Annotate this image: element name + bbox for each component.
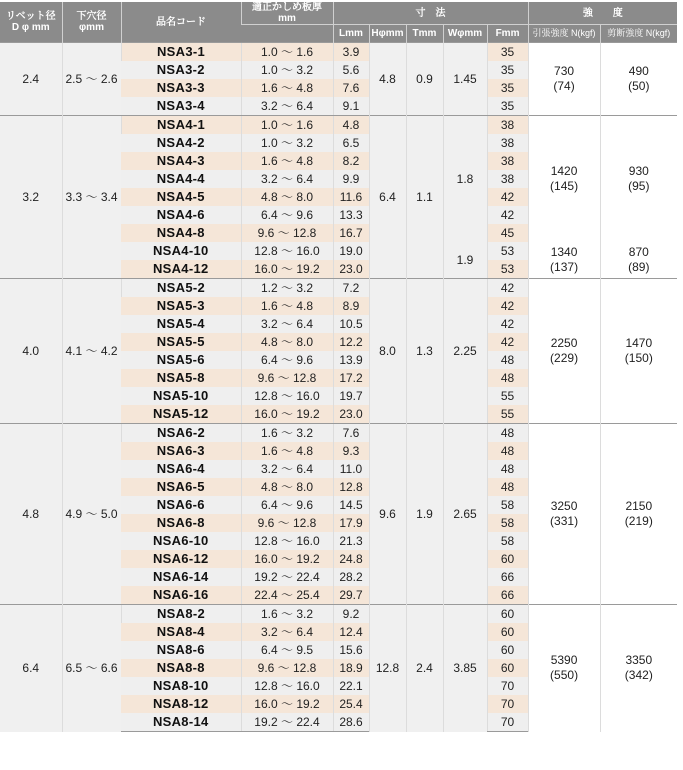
rivet-spec-table <box>0 2 677 732</box>
length-f-cell: 53 <box>487 242 528 260</box>
grip-range-cell: 1.6 ～ 4.8 <box>241 442 333 460</box>
shear-strength-kgf: (150) <box>624 351 653 365</box>
shear-strength-n: 870 <box>628 245 649 259</box>
product-code-cell: NSA6-10 <box>121 532 241 550</box>
length-l-cell: 23.0 <box>333 405 369 424</box>
length-l-cell: 11.6 <box>333 188 369 206</box>
grip-range-cell: 16.0 ～ 19.2 <box>241 405 333 424</box>
shear-strength-cell <box>600 116 677 243</box>
grip-range-cell: 1.6 ～ 3.2 <box>241 424 333 443</box>
product-code-cell: NSA8-8 <box>121 659 241 677</box>
product-code-cell: NSA5-3 <box>121 297 241 315</box>
table-body <box>0 43 677 732</box>
product-code-cell: NSA6-6 <box>121 496 241 514</box>
shear-strength-kgf: (219) <box>624 514 653 528</box>
head-dia-h-cell: 4.8 <box>369 43 406 116</box>
product-code-cell: NSA8-12 <box>121 695 241 713</box>
header-head-dia-h: Hφmm <box>369 25 406 43</box>
length-f-cell: 60 <box>487 641 528 659</box>
grip-range-cell: 3.2 ～ 6.4 <box>241 623 333 641</box>
length-l-cell: 5.6 <box>333 61 369 79</box>
product-code-cell: NSA5-10 <box>121 387 241 405</box>
shear-strength-cell <box>600 424 677 605</box>
length-f-cell: 48 <box>487 351 528 369</box>
length-f-cell: 42 <box>487 206 528 224</box>
grip-range-cell: 6.4 ～ 9.6 <box>241 496 333 514</box>
table-row <box>0 116 677 135</box>
table-row <box>0 43 677 62</box>
shear-strength-cell <box>600 279 677 424</box>
thickness-t-cell: 0.9 <box>406 43 443 116</box>
grip-range-cell: 9.6 ～ 12.8 <box>241 224 333 242</box>
tensile-strength-cell <box>528 279 600 424</box>
shear-strength-cell <box>600 605 677 732</box>
header-grip-line1: 適正かしめ板厚 <box>252 2 322 13</box>
product-code-cell: NSA6-8 <box>121 514 241 532</box>
tensile-strength-n: 1420 <box>550 164 578 178</box>
rivet-diameter-cell: 6.4 <box>0 605 62 732</box>
head-dia-h-cell: 9.6 <box>369 424 406 605</box>
product-code-cell: NSA5-6 <box>121 351 241 369</box>
length-f-cell: 70 <box>487 713 528 732</box>
length-f-cell: 70 <box>487 677 528 695</box>
length-l-cell: 7.6 <box>333 424 369 443</box>
head-dia-h-cell: 8.0 <box>369 279 406 424</box>
length-f-cell: 60 <box>487 659 528 677</box>
thickness-t-cell: 1.9 <box>406 424 443 605</box>
length-f-cell: 42 <box>487 315 528 333</box>
header-rivet-diameter <box>0 2 62 43</box>
rivet-diameter-cell: 2.4 <box>0 43 62 116</box>
length-l-cell: 4.8 <box>333 116 369 135</box>
header-hole-diameter-line1: 下穴径 <box>76 11 107 22</box>
header-mandrel-dia-w: Wφmm <box>443 25 487 43</box>
length-f-cell: 58 <box>487 496 528 514</box>
header-hole-diameter <box>62 2 121 43</box>
length-f-cell: 55 <box>487 387 528 405</box>
header-dimensions-group: 寸 法 <box>333 2 528 25</box>
grip-range-cell: 1.6 ～ 4.8 <box>241 79 333 97</box>
product-code-cell: NSA6-2 <box>121 424 241 443</box>
product-code-cell: NSA8-14 <box>121 713 241 732</box>
product-code-cell: NSA4-6 <box>121 206 241 224</box>
product-code-cell: NSA5-8 <box>121 369 241 387</box>
product-code-cell: NSA4-5 <box>121 188 241 206</box>
length-l-cell: 17.2 <box>333 369 369 387</box>
rivet-diameter-cell: 4.8 <box>0 424 62 605</box>
header-thickness-t: Tmm <box>406 25 443 43</box>
header-length-f: Fmm <box>487 25 528 43</box>
header-strength-group: 強 度 <box>528 2 677 25</box>
grip-range-cell: 3.2 ～ 6.4 <box>241 460 333 478</box>
length-l-cell: 24.8 <box>333 550 369 568</box>
shear-strength-cell <box>600 43 677 116</box>
length-f-cell: 48 <box>487 460 528 478</box>
length-f-cell: 42 <box>487 333 528 351</box>
tensile-strength-kgf: (550) <box>550 668 579 683</box>
shear-strength-n: 490 <box>628 64 649 78</box>
header-rivet-diameter-line2: D φ mm <box>11 22 50 33</box>
length-l-cell: 16.7 <box>333 224 369 242</box>
thickness-t-cell: 1.3 <box>406 279 443 424</box>
grip-range-cell: 9.6 ～ 12.8 <box>241 659 333 677</box>
grip-range-cell: 1.6 ～ 3.2 <box>241 605 333 624</box>
grip-range-cell: 6.4 ～ 9.5 <box>241 641 333 659</box>
head-dia-h-cell: 12.8 <box>369 605 406 732</box>
header-grip-blank <box>241 25 333 43</box>
product-code-cell: NSA3-3 <box>121 79 241 97</box>
grip-range-cell: 4.8 ～ 8.0 <box>241 188 333 206</box>
product-code-cell: NSA6-3 <box>121 442 241 460</box>
product-code-cell: NSA3-2 <box>121 61 241 79</box>
length-f-cell: 35 <box>487 79 528 97</box>
grip-range-cell: 1.6 ～ 4.8 <box>241 152 333 170</box>
product-code-cell: NSA5-2 <box>121 279 241 298</box>
product-code-cell: NSA4-3 <box>121 152 241 170</box>
length-f-cell: 58 <box>487 532 528 550</box>
grip-range-cell: 1.2 ～ 3.2 <box>241 279 333 298</box>
product-code-cell: NSA3-4 <box>121 97 241 116</box>
tensile-strength-cell <box>528 116 600 243</box>
length-l-cell: 9.2 <box>333 605 369 624</box>
product-code-cell: NSA6-5 <box>121 478 241 496</box>
shear-strength-cell <box>600 242 677 279</box>
product-code-cell: NSA5-5 <box>121 333 241 351</box>
length-f-cell: 60 <box>487 605 528 624</box>
grip-range-cell: 1.6 ～ 4.8 <box>241 297 333 315</box>
shear-strength-n: 1470 <box>625 336 653 350</box>
hole-diameter-cell: 6.5 ～ 6.6 <box>62 605 121 732</box>
thickness-t-cell: 2.4 <box>406 605 443 732</box>
grip-range-cell: 3.2 ～ 6.4 <box>241 170 333 188</box>
grip-range-cell: 9.6 ～ 12.8 <box>241 514 333 532</box>
length-f-cell: 45 <box>487 224 528 242</box>
length-l-cell: 12.8 <box>333 478 369 496</box>
tensile-strength-kgf: (331) <box>550 514 579 528</box>
header-shear-strength: 剪断強度 N(kgf) <box>600 25 677 43</box>
length-l-cell: 23.0 <box>333 260 369 279</box>
product-code-cell: NSA8-2 <box>121 605 241 624</box>
tensile-strength-n: 3250 <box>550 499 578 513</box>
mandrel-dia-w-cell: 1.8 <box>443 116 487 243</box>
header-hole-diameter-line2: φmm <box>79 22 104 33</box>
product-code-cell: NSA4-10 <box>121 242 241 260</box>
tensile-strength-n: 2250 <box>550 336 578 350</box>
grip-range-cell: 16.0 ～ 19.2 <box>241 260 333 279</box>
grip-range-cell: 6.4 ～ 9.6 <box>241 206 333 224</box>
length-l-cell: 14.5 <box>333 496 369 514</box>
length-f-cell: 70 <box>487 695 528 713</box>
grip-range-cell: 12.8 ～ 16.0 <box>241 387 333 405</box>
length-l-cell: 21.3 <box>333 532 369 550</box>
grip-range-cell: 12.8 ～ 16.0 <box>241 242 333 260</box>
length-l-cell: 12.4 <box>333 623 369 641</box>
mandrel-dia-w-cell: 1.9 <box>443 242 487 279</box>
rivet-diameter-cell: 3.2 <box>0 116 62 279</box>
length-f-cell: 48 <box>487 369 528 387</box>
product-code-cell: NSA3-1 <box>121 43 241 62</box>
tensile-strength-cell <box>528 242 600 279</box>
length-f-cell: 55 <box>487 405 528 424</box>
length-f-cell: 66 <box>487 586 528 605</box>
length-l-cell: 19.7 <box>333 387 369 405</box>
length-l-cell: 8.2 <box>333 152 369 170</box>
length-f-cell: 48 <box>487 478 528 496</box>
product-code-cell: NSA5-4 <box>121 315 241 333</box>
shear-strength-n: 2150 <box>625 499 653 513</box>
product-code-cell: NSA6-4 <box>121 460 241 478</box>
product-code-cell: NSA4-8 <box>121 224 241 242</box>
length-l-cell: 19.0 <box>333 242 369 260</box>
length-f-cell: 38 <box>487 116 528 135</box>
product-code-cell: NSA4-1 <box>121 116 241 135</box>
length-f-cell: 38 <box>487 152 528 170</box>
table-row <box>0 279 677 298</box>
length-f-cell: 35 <box>487 43 528 62</box>
product-code-cell: NSA8-6 <box>121 641 241 659</box>
length-f-cell: 48 <box>487 442 528 460</box>
grip-range-cell: 1.0 ～ 1.6 <box>241 116 333 135</box>
length-l-cell: 13.3 <box>333 206 369 224</box>
grip-range-cell: 16.0 ～ 19.2 <box>241 550 333 568</box>
length-l-cell: 13.9 <box>333 351 369 369</box>
length-l-cell: 28.6 <box>333 713 369 732</box>
product-code-cell: NSA4-12 <box>121 260 241 279</box>
header-rivet-diameter-line1: リベット径 <box>5 11 56 22</box>
tensile-strength-n: 5390 <box>550 653 578 668</box>
length-f-cell: 60 <box>487 550 528 568</box>
length-l-cell: 12.2 <box>333 333 369 351</box>
length-l-cell: 11.0 <box>333 460 369 478</box>
length-f-cell: 53 <box>487 260 528 279</box>
shear-strength-kgf: (50) <box>628 79 650 93</box>
tensile-strength-kgf: (229) <box>550 351 579 365</box>
mandrel-dia-w-cell: 2.25 <box>443 279 487 424</box>
length-l-cell: 9.3 <box>333 442 369 460</box>
grip-range-cell: 1.0 ～ 3.2 <box>241 61 333 79</box>
length-l-cell: 6.5 <box>333 134 369 152</box>
grip-range-cell: 22.4 ～ 25.4 <box>241 586 333 605</box>
mandrel-dia-w-cell: 2.65 <box>443 424 487 605</box>
length-f-cell: 35 <box>487 61 528 79</box>
grip-range-cell: 4.8 ～ 8.0 <box>241 478 333 496</box>
product-code-cell: NSA8-4 <box>121 623 241 641</box>
product-code-cell: NSA6-12 <box>121 550 241 568</box>
product-code-cell: NSA6-16 <box>121 586 241 605</box>
head-dia-h-cell: 6.4 <box>369 116 406 279</box>
grip-range-cell: 3.2 ～ 6.4 <box>241 315 333 333</box>
thickness-t-cell: 1.1 <box>406 116 443 279</box>
hole-diameter-cell: 4.9 ～ 5.0 <box>62 424 121 605</box>
header-grip-range <box>241 2 333 25</box>
rivet-diameter-cell: 4.0 <box>0 279 62 424</box>
grip-range-cell: 12.8 ～ 16.0 <box>241 532 333 550</box>
product-code-cell: NSA4-4 <box>121 170 241 188</box>
length-l-cell: 18.9 <box>333 659 369 677</box>
header-length-l: Lmm <box>333 25 369 43</box>
shear-strength-n: 3350 <box>625 653 653 668</box>
length-f-cell: 42 <box>487 279 528 298</box>
length-l-cell: 29.7 <box>333 586 369 605</box>
table-row <box>0 424 677 443</box>
length-f-cell: 66 <box>487 568 528 586</box>
length-l-cell: 28.2 <box>333 568 369 586</box>
length-l-cell: 8.9 <box>333 297 369 315</box>
product-code-cell: NSA6-14 <box>121 568 241 586</box>
header-grip-line2: mm <box>278 13 296 24</box>
length-l-cell: 7.2 <box>333 279 369 298</box>
shear-strength-n: 930 <box>628 164 649 178</box>
shear-strength-kgf: (95) <box>628 179 650 193</box>
tensile-strength-cell <box>528 424 600 605</box>
length-f-cell: 35 <box>487 97 528 116</box>
tensile-strength-kgf: (74) <box>553 79 575 93</box>
product-code-cell: NSA5-12 <box>121 405 241 424</box>
length-l-cell: 10.5 <box>333 315 369 333</box>
grip-range-cell: 6.4 ～ 9.6 <box>241 351 333 369</box>
length-f-cell: 58 <box>487 514 528 532</box>
length-l-cell: 7.6 <box>333 79 369 97</box>
tensile-strength-n: 1340 <box>550 245 578 259</box>
length-l-cell: 3.9 <box>333 43 369 62</box>
length-f-cell: 42 <box>487 297 528 315</box>
length-l-cell: 9.9 <box>333 170 369 188</box>
length-l-cell: 15.6 <box>333 641 369 659</box>
shear-strength-kgf: (342) <box>624 668 653 683</box>
grip-range-cell: 1.0 ～ 1.6 <box>241 43 333 62</box>
product-code-cell: NSA8-10 <box>121 677 241 695</box>
length-f-cell: 38 <box>487 170 528 188</box>
grip-range-cell: 9.6 ～ 12.8 <box>241 369 333 387</box>
length-l-cell: 17.9 <box>333 514 369 532</box>
hole-diameter-cell: 4.1 ～ 4.2 <box>62 279 121 424</box>
header-product-code: 品名コード <box>121 2 241 43</box>
grip-range-cell: 16.0 ～ 19.2 <box>241 695 333 713</box>
grip-range-cell: 4.8 ～ 8.0 <box>241 333 333 351</box>
tensile-strength-cell <box>528 43 600 116</box>
grip-range-cell: 3.2 ～ 6.4 <box>241 97 333 116</box>
grip-range-cell: 19.2 ～ 22.4 <box>241 568 333 586</box>
shear-strength-kgf: (89) <box>628 260 650 274</box>
length-l-cell: 25.4 <box>333 695 369 713</box>
hole-diameter-cell: 3.3 ～ 3.4 <box>62 116 121 279</box>
length-f-cell: 48 <box>487 424 528 443</box>
table-header <box>0 2 677 43</box>
tensile-strength-n: 730 <box>554 64 575 78</box>
tensile-strength-kgf: (137) <box>550 260 579 274</box>
table-row <box>0 605 677 624</box>
tensile-strength-cell <box>528 605 600 732</box>
grip-range-cell: 1.0 ～ 3.2 <box>241 134 333 152</box>
length-f-cell: 42 <box>487 188 528 206</box>
header-tensile-strength: 引張強度 N(kgf) <box>528 25 600 43</box>
length-f-cell: 38 <box>487 134 528 152</box>
length-l-cell: 22.1 <box>333 677 369 695</box>
mandrel-dia-w-cell: 1.45 <box>443 43 487 116</box>
tensile-strength-kgf: (145) <box>550 179 579 193</box>
grip-range-cell: 19.2 ～ 22.4 <box>241 713 333 732</box>
length-f-cell: 60 <box>487 623 528 641</box>
hole-diameter-cell: 2.5 ～ 2.6 <box>62 43 121 116</box>
grip-range-cell: 12.8 ～ 16.0 <box>241 677 333 695</box>
mandrel-dia-w-cell: 3.85 <box>443 605 487 732</box>
length-l-cell: 9.1 <box>333 97 369 116</box>
product-code-cell: NSA4-2 <box>121 134 241 152</box>
